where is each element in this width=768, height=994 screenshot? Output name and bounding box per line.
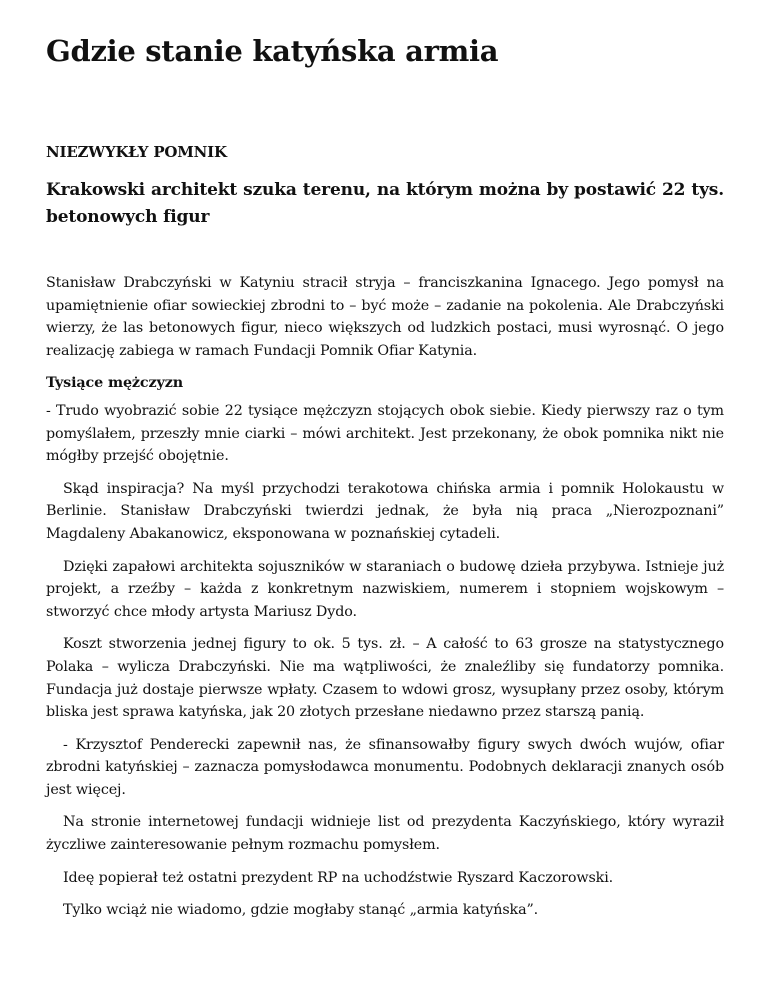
paragraph-1: Stanisław Drabczyński w Katyniu stracił stryja – franciszkanina Ignacego. Jego pomysł na upamiętnienie ofiar sowieckiej zbrodni to – być może – zadanie na pokolenia. Ale Drabczyński wierzy, że las betonowych figur, nieco większych od ludzkich postaci, musi wyrosnąć. O jego realizację zabiega w ramach Fundacji Pomnik Ofiar Katynia. bbox=[46, 275, 724, 359]
article-body bbox=[46, 272, 724, 932]
section-subheading: Tysiące mężczyzn bbox=[46, 375, 183, 392]
paragraph-3: Skąd inspiracja? Na myśl przychodzi terakotowa chińska armia i pomnik Holokaustu w Berlinie. Stanisław Drabczyński twierdzi jednak, że była nią praca „Nierozpoznani” Magdaleny Abakanowicz, eksponowana w poznańskiej cytadeli. bbox=[46, 480, 724, 542]
paragraph-9: Tylko wciąż nie wiadomo, gdzie mogłaby stanąć „armia katyńska”. bbox=[63, 902, 539, 919]
paragraph-6: - Krzysztof Penderecki zapewnił nas, że sfinansowałby figury swych dwóch wujów, ofiar zbrodni katyńskiej – zaznacza pomysłodawca monumentu. Podobnych deklaracji znanych osób jest więcej. bbox=[46, 736, 724, 798]
paragraph-5: Koszt stworzenia jednej figury to ok. 5 tys. zł. – A całość to 63 grosze na statystycznego Polaka – wylicza Drabczyński. Nie ma wątpliwości, że znaleźliby się fundatorzy pomnika. Fundacja już dostaje pierwsze wpłaty. Czasem to wdowi grosz, wysupłany przez osoby, którym bliska jest sprawa katyńska, jak 20 złotych przesłane niedawno przez starszą panią. bbox=[46, 636, 724, 721]
paragraph-2: - Trudo wyobrazić sobie 22 tysiące mężczyzn stojących obok siebie. Kiedy pierwszy raz o tym pomyślałem, przeszły mnie ciarki – mówi architekt. Jest przekonany, że obok pomnika nikt nie mógłby przejść obojętnie. bbox=[46, 402, 724, 465]
paragraph-7: Na stronie internetowej fundacji widnieje list od prezydenta Kaczyńskiego, który wyraził życzliwe zainteresowanie pełnym rozmachu pomysłem. bbox=[46, 814, 724, 854]
article-lead: Krakowski architekt szuka terenu, na którym można by postawić 22 tys. betonowych figur bbox=[46, 180, 724, 227]
paragraph-8: Ideę popierał też ostatni prezydent RP na uchodźstwie Ryszard Kaczorowski. bbox=[63, 869, 614, 886]
article-title: Gdzie stanie katyńska armia bbox=[46, 34, 499, 68]
article-kicker: NIEZWYKŁY POMNIK bbox=[46, 143, 227, 161]
paragraph-4: Dzięki zapałowi architekta sojuszników w staraniach o budowę dzieła przybywa. Istnieje już projekt, a rzeźby – każda z konkretnym nazwiskiem, numerem i stopniem wojskowym – stworzyć chce młody artysta Mariusz Dydo. bbox=[46, 558, 724, 620]
